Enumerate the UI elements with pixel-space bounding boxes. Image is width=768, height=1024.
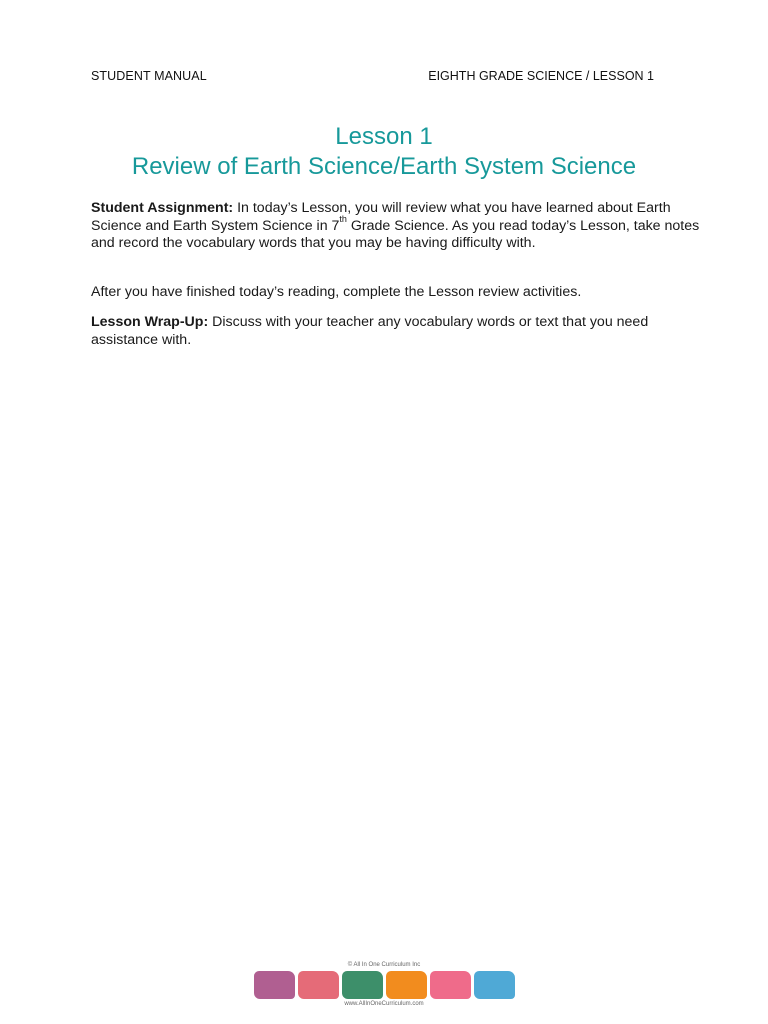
lesson-wrapup-paragraph	[91, 314, 701, 349]
lesson-number: Lesson 1	[335, 123, 433, 150]
swatch-rose	[430, 971, 471, 999]
swatch-purple	[254, 971, 295, 999]
lesson-content	[91, 200, 701, 349]
swatch-pink	[298, 971, 339, 999]
student-assignment-label: Student Assignment:	[91, 200, 234, 216]
ordinal-superscript: th	[339, 213, 347, 224]
header-course-lesson: EIGHTH GRADE SCIENCE / LESSON 1	[428, 69, 654, 83]
copyright-text: © All In One Curriculum Inc	[347, 962, 421, 968]
student-assignment-paragraph	[91, 200, 701, 253]
student-assignment-text-2: Grade Science. As you read today’s Lesson, take notes and record the vocabulary words that you may be having difficulty with.	[91, 217, 700, 251]
swatch-green	[342, 971, 383, 999]
header-student-manual: STUDENT MANUAL	[91, 69, 207, 83]
after-reading-paragraph: After you have finished today’s reading, complete the Lesson review activities.	[91, 283, 582, 300]
website-text: www.AllInOneCurriculum.com	[344, 1001, 424, 1007]
lesson-wrapup-label: Lesson Wrap-Up:	[91, 314, 209, 330]
lesson-title	[0, 122, 768, 182]
lesson-subtitle: Review of Earth Science/Earth System Science	[131, 153, 637, 180]
color-swatch-logo	[0, 971, 768, 999]
student-assignment-text-1: In today’s Lesson, you will review what you have learned about Earth Science and Earth System Science in 7	[91, 200, 671, 234]
footer	[0, 961, 768, 1008]
swatch-orange	[386, 971, 427, 999]
swatch-blue	[474, 971, 515, 999]
lesson-wrapup-text: Discuss with your teacher any vocabulary words or text that you need assistance with.	[91, 314, 649, 348]
